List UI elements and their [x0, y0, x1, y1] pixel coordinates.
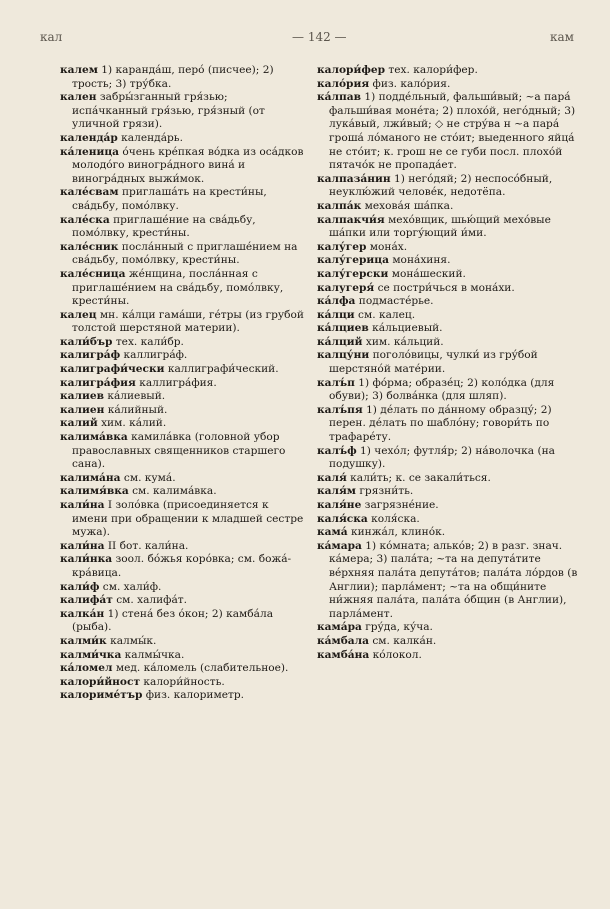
- headword: ка́леница: [60, 145, 120, 158]
- headword: калий: [60, 417, 98, 430]
- definition: см. калка́н.: [368, 634, 437, 647]
- definition: I золо́вка (присоединяется к имени при обращении к младшей сестре мужа).: [72, 499, 304, 539]
- definition: мн. ка́лци гама́ши, ге́тры (из грубой толстой шерстяной материи).: [72, 308, 304, 335]
- headword: ка́мбала: [317, 634, 369, 647]
- dictionary-entry: [317, 336, 578, 350]
- definition: календа́рь.: [117, 131, 183, 144]
- dictionary-entry: [60, 336, 305, 350]
- headword: калпакчи́я: [317, 213, 385, 226]
- definition: кинжа́л, клино́к.: [347, 526, 446, 539]
- dictionary-entry: [317, 64, 578, 78]
- dictionary-entry: [60, 64, 305, 91]
- dictionary-entry: [60, 214, 305, 241]
- definition: см. калец.: [354, 308, 416, 321]
- header-guide-word-right: кам: [550, 30, 574, 44]
- dictionary-entry: [317, 173, 578, 200]
- dictionary-entry: [60, 390, 305, 404]
- headword: калъ́п: [317, 376, 355, 389]
- definition: же́нщина, посла́нная с приглаше́нием на сва́дьбу, помо́лвку, крести́ны.: [72, 267, 284, 308]
- headword: кале́свам: [60, 186, 119, 199]
- headword: каля́ска: [317, 512, 368, 525]
- dictionary-entry: [60, 309, 305, 336]
- definition: каллигра́ф.: [120, 349, 188, 362]
- headword: кали́бър: [60, 335, 113, 348]
- headword: ка́мара: [317, 539, 362, 552]
- headword: калпаза́нин: [317, 172, 391, 185]
- headword: калъ́пя: [317, 403, 363, 416]
- headword: каля́м: [317, 485, 357, 498]
- definition: подмасте́рье.: [355, 295, 434, 308]
- headword: кали́на: [60, 499, 105, 511]
- headword: калу́герски: [317, 267, 389, 280]
- dictionary-entry: [60, 377, 305, 391]
- headword: кале́сница: [60, 267, 126, 280]
- definition: см. кума́.: [120, 471, 176, 484]
- headword: ка́лциев: [317, 322, 369, 335]
- dictionary-entry: [317, 268, 578, 282]
- definition: физ. кало́рия.: [369, 77, 451, 90]
- definition: о́чень кре́пкая во́дка из оса́дков молодо́го виногра́дного вина́ и виногра́дных выжи́мок.: [72, 145, 304, 185]
- definition: приглаше́ние на сва́дьбу, помо́лвку, крести́ны.: [72, 213, 256, 240]
- headword: кален: [60, 91, 97, 104]
- headword: ка́лций: [317, 335, 363, 348]
- definition: каллиграфи́ческий.: [164, 363, 279, 376]
- headword: калцу́ни: [317, 349, 370, 362]
- dictionary-entry: [317, 78, 578, 92]
- headword: ка́ломел: [60, 662, 113, 675]
- definition: мона́хиня.: [388, 254, 451, 267]
- headword: калъ́ф: [317, 444, 357, 457]
- definition: хим. ка́льций.: [362, 335, 444, 348]
- dictionary-entry: [317, 200, 578, 214]
- headword: калец: [60, 308, 97, 321]
- dictionary-entry: [60, 594, 305, 608]
- definition: 1) де́лать по да́нному образцу́; 2) перен. де́лать по шабло́ну; говори́ть по трафаре́ту.: [329, 403, 552, 444]
- headword: кама́: [317, 526, 348, 539]
- headword: калиев: [60, 390, 104, 403]
- dictionary-entry: [317, 635, 578, 649]
- dictionary-entry: [60, 499, 305, 540]
- dictionary-entry: [317, 377, 578, 404]
- definition: мона́шеский.: [388, 267, 466, 280]
- definition: посла́нный с приглаше́нием на сва́дьбу, помо́лвку, крести́ны.: [72, 240, 298, 267]
- definition: калмы́чка.: [121, 648, 185, 661]
- definition: мона́х.: [366, 240, 408, 253]
- headword: калем: [60, 64, 98, 76]
- definition: кали́ть; к. се закали́ться.: [346, 471, 491, 484]
- left-column: [60, 64, 305, 703]
- headword: калпа́к: [317, 199, 362, 212]
- dictionary-entry: [60, 649, 305, 663]
- headword: калима́вка: [60, 431, 128, 444]
- definition: калори́йность.: [140, 675, 225, 688]
- definition: 1) подде́льный, фальши́вый; ~а пара́ фальши́вая моне́та; 2) плохо́й, него́дный; 3) лука́вый, лжи́вый; ◇ не стру́ва н ~а пара́ гроша́ ло́маного не сто́ит; выеденного яйца́ не сто́ит; к. грош не се губи посл. плохо́й пятачо́к не пропада́ет.: [329, 91, 576, 172]
- dictionary-entry: [60, 635, 305, 649]
- definition: грязни́ть.: [356, 485, 414, 498]
- definition: тех. калори́фер.: [385, 64, 478, 76]
- definition: зоол. бо́жья коро́вка; см. божа́-кра́вица.: [72, 553, 292, 579]
- headword: калми́чка: [60, 648, 122, 661]
- headword: каля́: [317, 471, 347, 484]
- dictionary-entry: [60, 485, 305, 499]
- definition: II бот. кали́на.: [104, 539, 189, 552]
- definition: калмы́к.: [106, 634, 157, 647]
- definition: каллигра́фия.: [135, 376, 217, 389]
- dictionary-entry: [317, 485, 578, 499]
- dictionary-entry: [60, 417, 305, 431]
- dictionary-entry: [317, 241, 578, 255]
- dictionary-entry: [317, 214, 578, 241]
- dictionary-entry: [60, 268, 305, 309]
- dictionary-entry: [317, 91, 578, 173]
- headword: кало́рия: [317, 77, 370, 90]
- definition: 1) фо́рма; образе́ц; 2) коло́дка (для обуви); 3) болва́нка (для шляп).: [329, 376, 555, 403]
- header-guide-word-left: кал: [40, 30, 63, 44]
- dictionary-entry: [317, 499, 578, 513]
- headword: календа́р: [60, 131, 118, 144]
- dictionary-entry: [60, 689, 305, 703]
- headword: калори́йност: [60, 675, 141, 688]
- dictionary-entry: [60, 363, 305, 377]
- headword: калу́гер: [317, 240, 367, 253]
- dictionary-entry: [317, 445, 578, 472]
- dictionary-entry: [317, 649, 578, 663]
- definition: забры́зганный гря́зью; испа́чканный гря́зью, гря́зный (от уличной грязи).: [72, 91, 265, 131]
- definition: хим. ка́лий.: [97, 417, 167, 430]
- definition: гру́да, ку́ча.: [361, 621, 433, 634]
- dictionary-entry: [317, 282, 578, 296]
- right-column: [317, 64, 578, 662]
- dictionary-entry: [60, 186, 305, 213]
- dictionary-entry: [60, 431, 305, 472]
- definition: мехо́вщик, шью́щий мехо́вые ша́пки или торгу́ющий и́ми.: [329, 213, 551, 240]
- headword: калугеря́: [317, 281, 375, 294]
- headword: калимя́вка: [60, 485, 129, 498]
- definition: 1) ко́мната; алько́в; 2) в разг. знач. ка́мера; 3) пала́та; ~та на депута́тите ве́рхняя пала́та депута́тов; пала́та ло́рдов (в Англии); парла́мент; ~та на общи́ните ни́жняя пала́та, пала́та о́бщин (в Англии), парла́мент.: [329, 539, 578, 620]
- definition: тех. кали́бр.: [112, 335, 184, 348]
- dictionary-entry: [317, 526, 578, 540]
- definition: загрязне́ние.: [361, 499, 439, 511]
- headword: калима́на: [60, 471, 121, 484]
- headword: калигра́ф: [60, 349, 121, 362]
- definition: мехова́я ша́пка.: [361, 199, 454, 212]
- definition: см. хали́ф.: [99, 580, 162, 593]
- dictionary-entry: [60, 662, 305, 676]
- dictionary-entry: [60, 241, 305, 268]
- definition: коля́ска.: [367, 512, 420, 525]
- headword: ка́лци: [317, 308, 355, 321]
- definition: мед. ка́ломель (слабительное).: [112, 662, 289, 675]
- definition: 1) стена́ без о́кон; 2) камба́ла (рыба).: [72, 607, 274, 634]
- headword: калка́н: [60, 607, 105, 620]
- dictionary-entry: [317, 295, 578, 309]
- dictionary-entry: [60, 349, 305, 363]
- headword: калигра́фия: [60, 376, 136, 389]
- definition: се постри́чься в мона́хи.: [374, 281, 515, 294]
- headword: калу́герица: [317, 254, 389, 267]
- definition: ка́льциевый.: [368, 322, 443, 335]
- definition: 1) чехо́л; футля́р; 2) на́волочка (на подушку).: [329, 444, 555, 471]
- definition: ка́лиевый.: [103, 390, 166, 403]
- headword: калифа́т: [60, 594, 113, 607]
- headword: кали́нка: [60, 553, 113, 566]
- dictionary-entry: [60, 146, 305, 187]
- dictionary-entry: [60, 553, 305, 580]
- headword: камба́на: [317, 648, 370, 661]
- dictionary-entry: [317, 472, 578, 486]
- definition: поголо́вицы, чулки́ из гру́бой шерстяно́й мате́рии.: [329, 349, 538, 376]
- dictionary-entry: [317, 322, 578, 336]
- page-number: — 142 —: [292, 30, 347, 44]
- dictionary-entry: [317, 513, 578, 527]
- definition: ко́локол.: [369, 648, 422, 661]
- definition: см. калима́вка.: [128, 485, 217, 498]
- dictionary-entry: [60, 608, 305, 635]
- dictionary-entry: [317, 404, 578, 445]
- definition: приглаша́ть на крести́ны, сва́дьбу, помо́лвку.: [72, 186, 267, 212]
- headword: кали́на: [60, 539, 105, 552]
- dictionary-entry: [317, 309, 578, 323]
- headword: калиграфи́чески: [60, 363, 165, 376]
- definition: 1) него́дяй; 2) неспосо́бный, неуклю́жий челове́к, недотёпа.: [329, 172, 553, 199]
- headword: калориме́тър: [60, 689, 143, 702]
- dictionary-entry: [60, 540, 305, 554]
- headword: кали́ф: [60, 580, 100, 593]
- dictionary-entry: [60, 581, 305, 595]
- dictionary-entry: [60, 472, 305, 486]
- dictionary-entry: [317, 349, 578, 376]
- headword: калори́фер: [317, 64, 386, 76]
- definition: камила́вка (головной убор православных священников старшего сана).: [72, 431, 286, 471]
- definition: физ. калориметр.: [142, 689, 244, 702]
- dictionary-entry: [60, 676, 305, 690]
- dictionary-entry: [60, 132, 305, 146]
- definition: 1) каранда́ш, перо́ (писчее); 2) трость; 3) тру́бка.: [72, 64, 274, 90]
- headword: калми́к: [60, 634, 107, 647]
- headword: калиен: [60, 403, 105, 416]
- dictionary-entry: [317, 621, 578, 635]
- headword: ка́лфа: [317, 295, 356, 308]
- headword: кама́ра: [317, 621, 362, 634]
- dictionary-entry: [317, 254, 578, 268]
- page-header: [40, 30, 574, 46]
- dictionary-entry: [317, 540, 578, 622]
- headword: кале́сник: [60, 240, 119, 253]
- definition: см. халифа́т.: [112, 594, 188, 607]
- headword: ка́лпав: [317, 91, 361, 104]
- definition: ка́лийный.: [104, 403, 168, 416]
- dictionary-entry: [60, 91, 305, 132]
- headword: кале́ска: [60, 213, 110, 226]
- headword: каля́не: [317, 499, 362, 511]
- dictionary-entry: [60, 404, 305, 418]
